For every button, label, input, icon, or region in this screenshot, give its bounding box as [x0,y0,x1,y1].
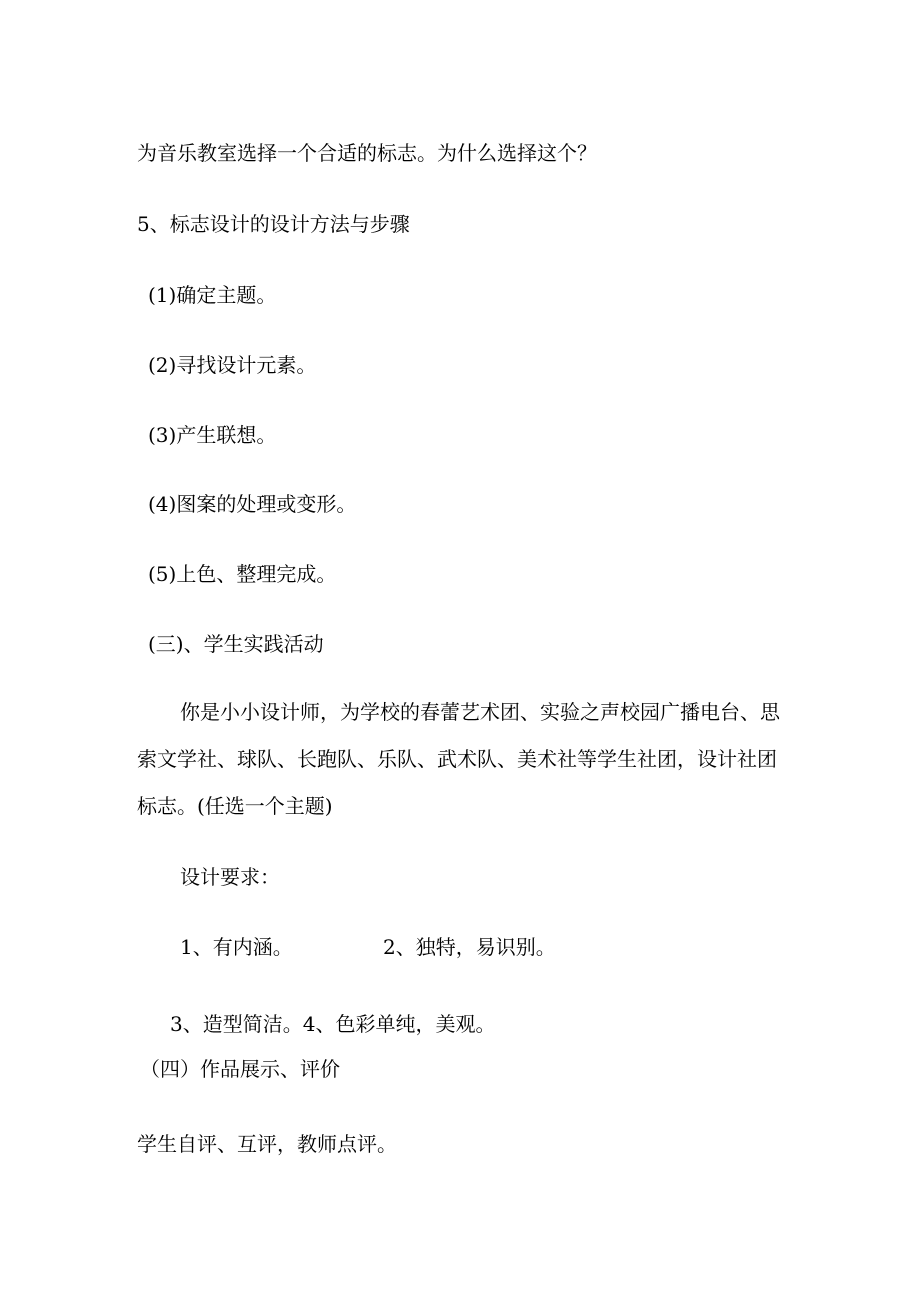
step-5: (5)上色、整理完成。 [148,562,337,586]
step-3: (3)产生联想。 [148,423,277,447]
step-4: (4)图案的处理或变形。 [148,492,357,516]
practice-paragraph: 你是小小设计师，为学校的春蕾艺术团、实验之声校园广播电台、思索文学社、球队、长跑队、乐队、武术队、美术社等学生社团，设计社团标志。(任选一个主题) [137,700,780,818]
step-2: (2)寻找设计元素。 [148,353,317,377]
requirements-label: 设计要求： [180,865,280,889]
section-4-heading: （四）作品展示、评价 [140,1057,340,1081]
heading-design-methods: 5、标志设计的设计方法与步骤 [137,212,410,236]
requirement-1: 1、有内涵。 [180,935,293,959]
step-1: (1)确定主题。 [148,283,277,307]
evaluation-line: 学生自评、互评，教师点评。 [137,1132,397,1156]
question-line: 为音乐教室选择一个合适的标志。为什么选择这个？ [137,141,597,165]
requirement-2: 2、独特，易识别。 [383,935,556,959]
requirement-3-4: 3、造型简洁。4、色彩单纯，美观。 [170,1012,496,1036]
section-3-heading: (三)、学生实践活动 [148,632,324,656]
